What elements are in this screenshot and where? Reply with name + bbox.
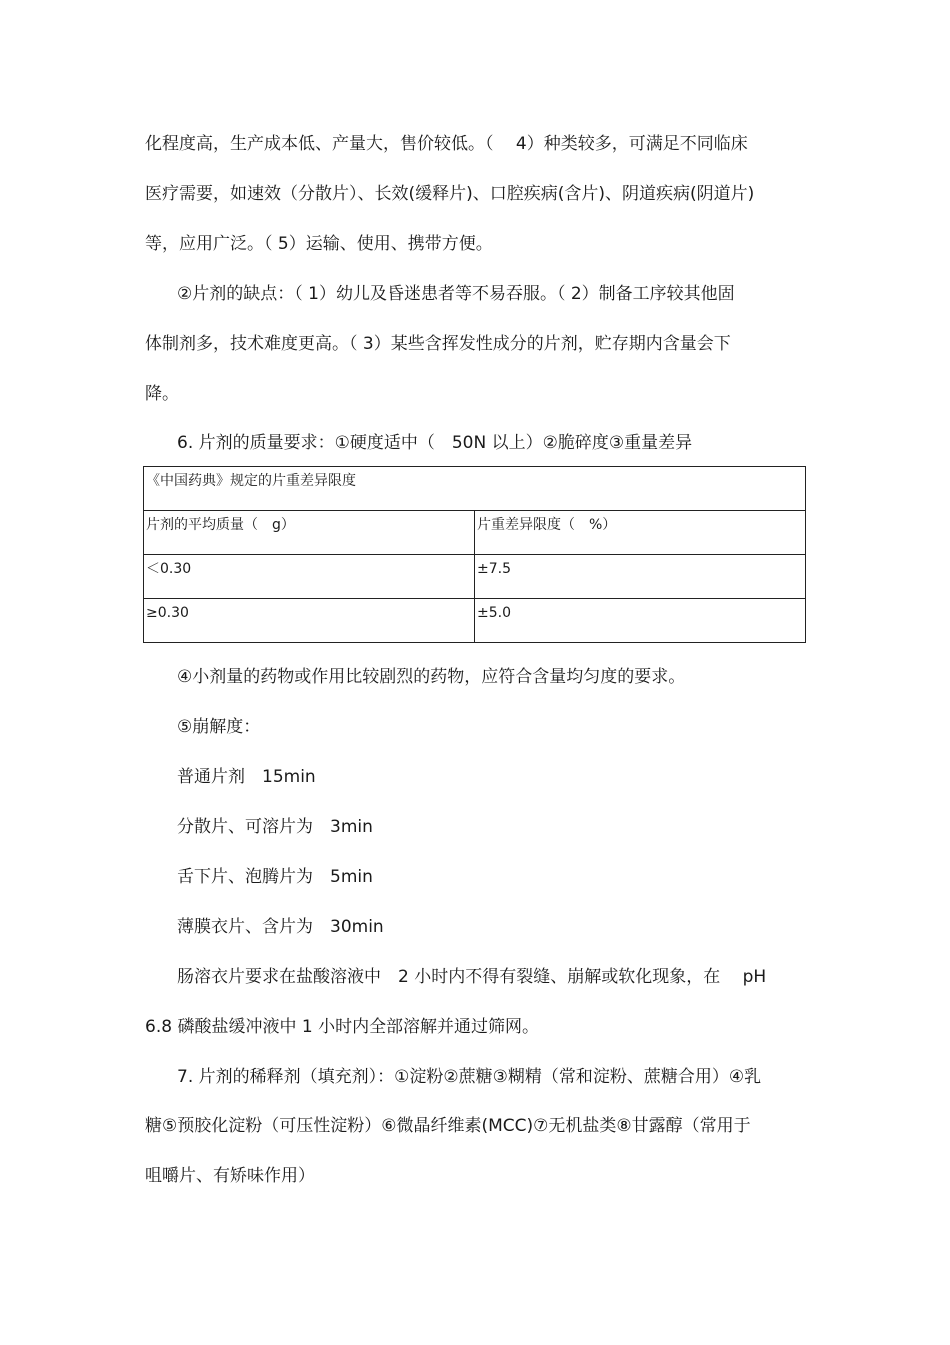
table-row xyxy=(144,599,806,643)
quality-requirements-heading: 6. 片剂的质量要求：①硬度适中（ 50N 以上）②脆碎度③重量差异 xyxy=(177,433,693,453)
disintegration-heading: ⑤崩解度： xyxy=(177,717,261,737)
paragraph-line: ②片剂的缺点：（ 1）幼儿及昏迷患者等不易吞服。（ 2）制备工序较其他固 xyxy=(177,284,735,304)
paragraph-line: 6.8 磷酸盐缓冲液中 1 小时内全部溶解并通过筛网。 xyxy=(145,1017,540,1037)
disintegration-item: 薄膜衣片、含片为 30min xyxy=(177,917,384,937)
paragraph-line: 糖⑤预胶化淀粉（可压性淀粉）⑥微晶纤维素(MCC)⑦无机盐类⑧甘露醇（常用于 xyxy=(145,1116,751,1136)
disintegration-item: 普通片剂 15min xyxy=(177,767,316,787)
table-header-cell: 片重差异限度（ %） xyxy=(475,511,806,555)
paragraph-line: 化程度高，生产成本低、产量大，售价较低。（ 4）种类较多，可满足不同临床 xyxy=(145,134,748,154)
paragraph-line: 降。 xyxy=(145,384,179,404)
paragraph-line: 咀嚼片、有矫味作用） xyxy=(145,1166,315,1186)
weight-variation-table xyxy=(143,466,806,643)
table-cell: ±5.0 xyxy=(475,599,806,643)
table-header-cell: 片剂的平均质量（ g） xyxy=(144,511,475,555)
paragraph-line: ④小剂量的药物或作用比较剧烈的药物，应符合含量均匀度的要求。 xyxy=(177,667,686,687)
table-cell: ＜0.30 xyxy=(144,555,475,599)
table-title: 《中国药典》规定的片重差异限度 xyxy=(144,467,806,511)
diluent-heading: 7. 片剂的稀释剂（填充剂）：①淀粉②蔗糖③糊精（常和淀粉、蔗糖合用）④乳 xyxy=(177,1067,762,1087)
paragraph-line: 等，应用广泛。（ 5）运输、使用、携带方便。 xyxy=(145,234,493,254)
paragraph-line: 体制剂多，技术难度更高。（ 3）某些含挥发性成分的片剂，贮存期内含量会下 xyxy=(145,334,731,354)
table-cell: ≥0.30 xyxy=(144,599,475,643)
paragraph-line: 医疗需要，如速效（分散片）、长效(缓释片)、口腔疾病(含片)、阴道疾病(阴道片) xyxy=(145,184,755,204)
table-header-row xyxy=(144,511,806,555)
table-row xyxy=(144,555,806,599)
table-cell: ±7.5 xyxy=(475,555,806,599)
disintegration-item: 分散片、可溶片为 3min xyxy=(177,817,373,837)
disintegration-item: 舌下片、泡腾片为 5min xyxy=(177,867,373,887)
paragraph-line: 肠溶衣片要求在盐酸溶液中 2 小时内不得有裂缝、崩解或软化现象，在 pH xyxy=(177,967,767,987)
